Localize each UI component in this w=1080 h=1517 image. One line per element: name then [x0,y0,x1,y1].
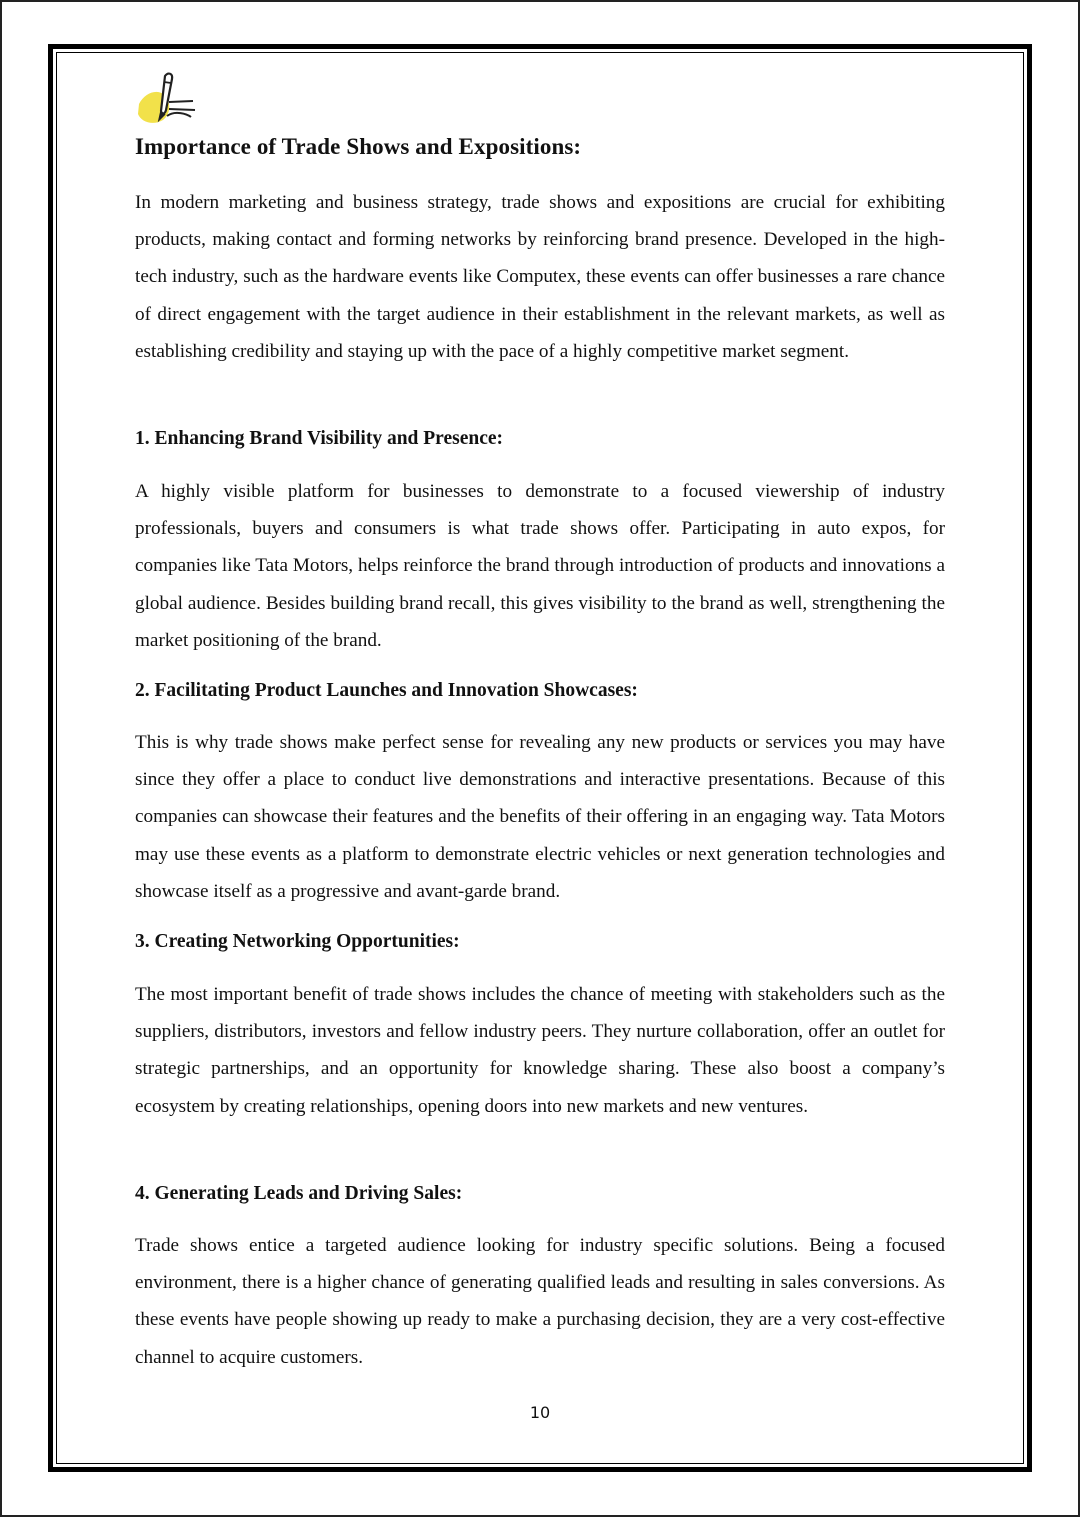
section-body-leads-sales: Trade shows entice a targeted audience looking for industry specific solutions. Being a focused environment, there is a higher chance of generating qualified leads and resulting in sales conversions. As these events have people showing up ready to make a purchasing decision, they are a very cost-effective channel to acquire customers. [135,1235,945,1368]
intro-paragraph: In modern marketing and business strategy, trade shows and expositions are crucial for exhibiting products, making contact and forming networks by reinforcing brand presence. Developed in the high-tech industry, such as the hardware events like Computex, these events can offer businesses a rare chance of direct engagement with the target audience in their establishment in the relevant markets, as well as establishing credibility and staying up with the pace of a highly competitive market segment. [135,192,945,362]
section-heading-product-launches: 2. Facilitating Product Launches and Innovation Showcases: [135,680,638,701]
page-number: 10 [529,1403,551,1422]
pen-writing-icon [135,70,201,132]
section-body-networking: The most important benefit of trade shows includes the chance of meeting with stakeholders such as the suppliers, distributors, investors and fellow industry peers. They nurture collaboration, offer an outlet for strategic partnerships, and an opportunity for knowledge sharing. These also boost a company’s ecosystem by creating relationships, opening doors into new markets and new ventures. [135,984,945,1117]
page-title: Importance of Trade Shows and Expositions: [135,134,582,159]
section-heading-brand-visibility: 1. Enhancing Brand Visibility and Presence: [135,428,504,449]
section-body-brand-visibility: A highly visible platform for businesses to demonstrate to a focused viewership of industry professionals, buyers and consumers is what trade shows offer. Participating in auto expos, for companies like Tata Motors, helps reinforce the brand through introduction of products and innovations a global audience. Besides building brand recall, this gives visibility to the brand as well, strengthening the market positioning of the brand. [135,481,945,651]
section-body-product-launches: This is why trade shows make perfect sense for revealing any new products or services you may have since they offer a place to conduct live demonstrations and interactive presentations. Because of this companies can showcase their features and the benefits of their offering in an engaging way. Tata Motors may use these events as a platform to demonstrate electric vehicles or next generation technologies and showcase itself as a progressive and avant-garde brand. [135,732,945,902]
section-heading-leads-sales: 4. Generating Leads and Driving Sales: [135,1183,463,1204]
section-heading-networking: 3. Creating Networking Opportunities: [135,931,460,952]
